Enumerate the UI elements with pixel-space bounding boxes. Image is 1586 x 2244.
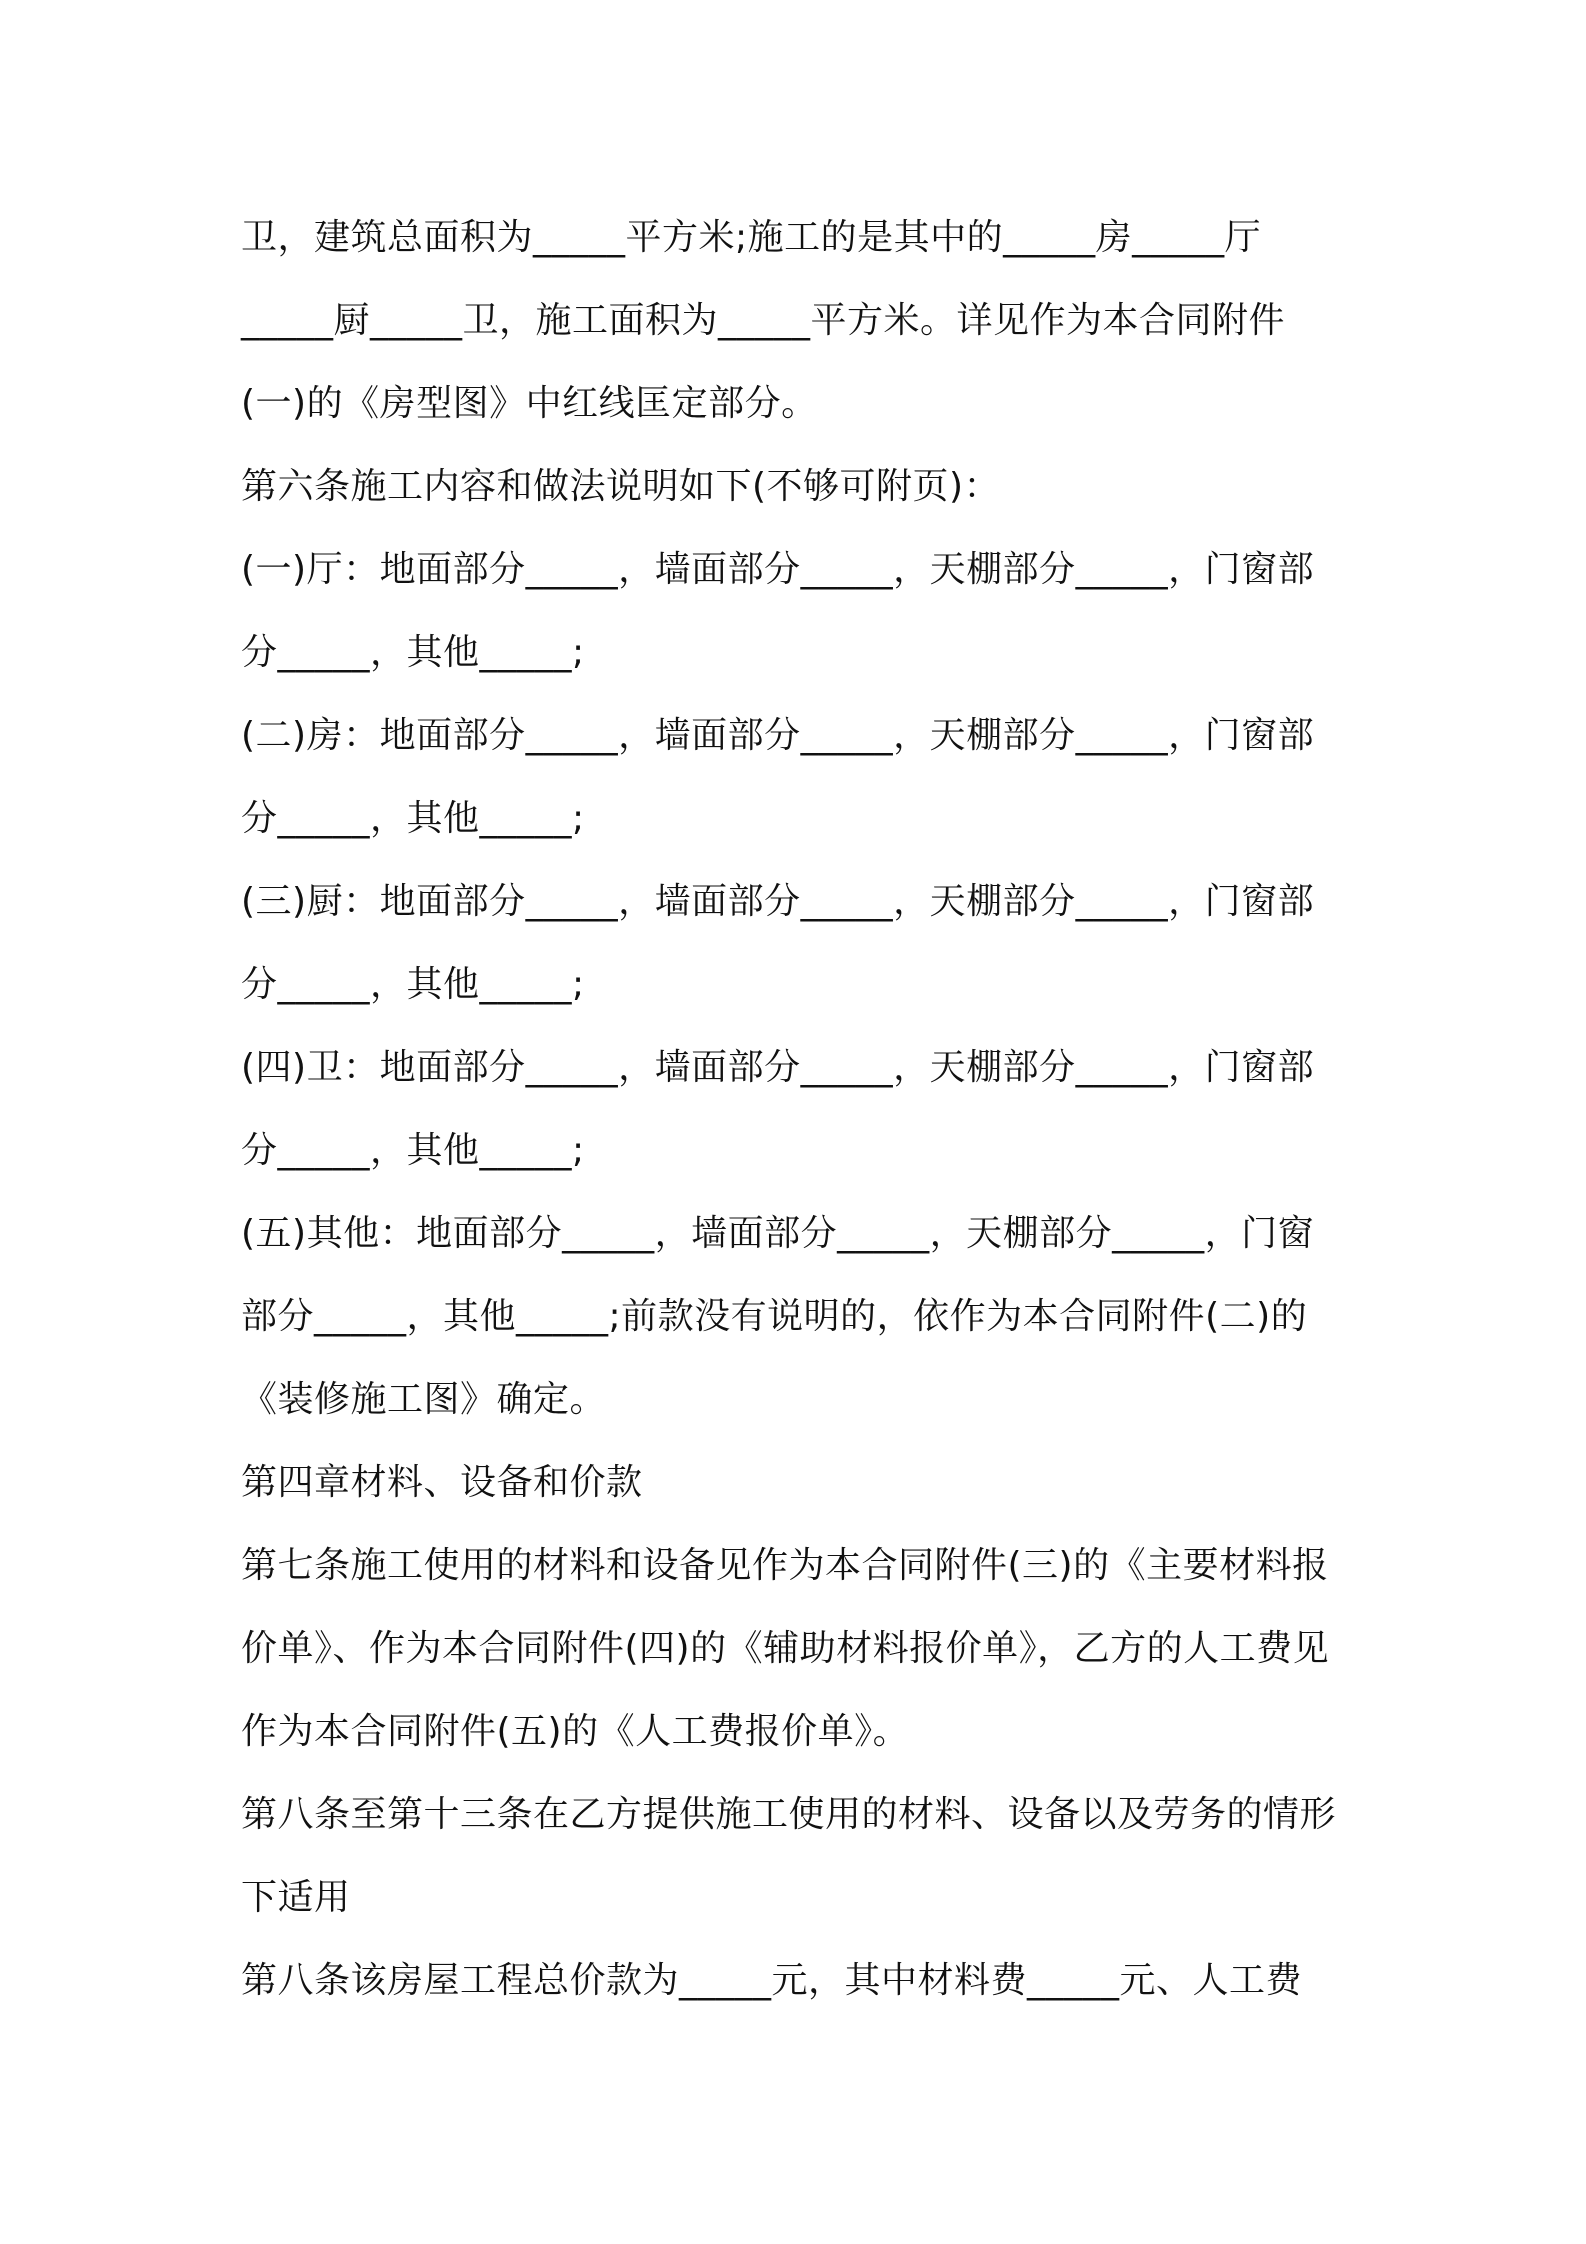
- text-line: 第七条施工使用的材料和设备见作为本合同附件(三)的《主要材料报: [241, 1545, 1329, 1586]
- text-line: (一)的《房型图》中红线匡定部分。: [241, 383, 818, 424]
- text-line: (五)其他：地面部分_____，墙面部分_____，天棚部分_____，门窗: [241, 1213, 1315, 1254]
- text-line: (四)卫：地面部分_____，墙面部分_____，天棚部分_____，门窗部: [241, 1047, 1315, 1088]
- document-body: [241, 196, 1361, 2022]
- text-line: 价单》、作为本合同附件(四)的《辅助材料报价单》，乙方的人工费见: [241, 1628, 1330, 1669]
- text-line: (一)厅：地面部分_____，墙面部分_____，天棚部分_____，门窗部: [241, 549, 1315, 590]
- text-line: _____厨_____卫，施工面积为_____平方米。详见作为本合同附件: [241, 300, 1286, 341]
- text-line: 分_____，其他_____;: [241, 1130, 585, 1171]
- text-line: 作为本合同附件(五)的《人工费报价单》。: [241, 1711, 910, 1752]
- text-line: 《装修施工图》确定。: [241, 1379, 607, 1420]
- text-line: 第八条至第十三条在乙方提供施工使用的材料、设备以及劳务的情形: [241, 1794, 1337, 1835]
- text-line: 卫，建筑总面积为_____平方米;施工的是其中的_____房_____厅: [241, 217, 1262, 258]
- text-line: (三)厨：地面部分_____，墙面部分_____，天棚部分_____，门窗部: [241, 881, 1315, 922]
- text-line: 部分_____，其他_____;前款没有说明的，依作为本合同附件(二)的: [241, 1296, 1308, 1337]
- chapter-4-heading: 第四章材料、设备和价款: [241, 1462, 643, 1503]
- text-line: 下适用: [241, 1877, 351, 1918]
- article-6-heading: 第六条施工内容和做法说明如下(不够可附页)：: [241, 466, 1001, 507]
- text-line: 第八条该房屋工程总价款为_____元，其中材料费_____元、人工费: [241, 1960, 1303, 2001]
- text-line: 分_____，其他_____;: [241, 632, 585, 673]
- text-line: 分_____，其他_____;: [241, 964, 585, 1005]
- text-line: 分_____，其他_____;: [241, 798, 585, 839]
- text-line: (二)房：地面部分_____，墙面部分_____，天棚部分_____，门窗部: [241, 715, 1315, 756]
